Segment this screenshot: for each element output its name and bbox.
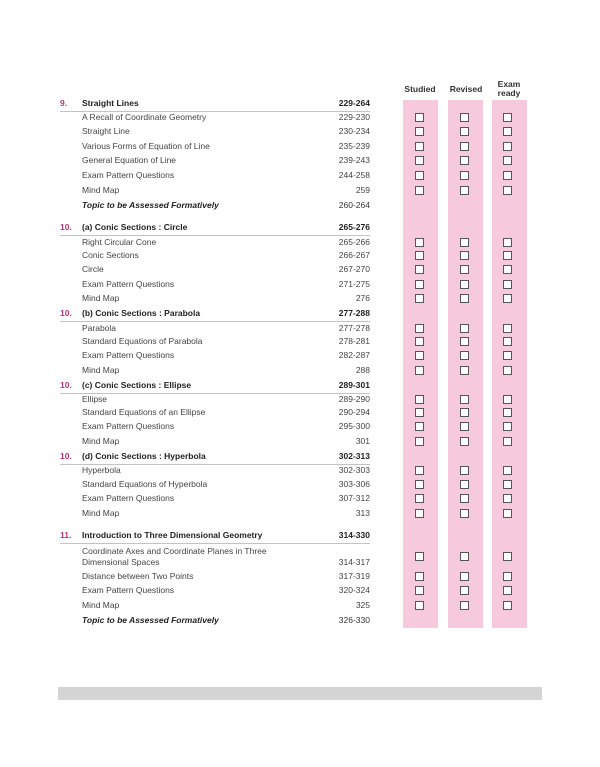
topic-title: Standard Equations of Hyperbola (82, 479, 208, 489)
studied-checkbox[interactable] (415, 408, 424, 417)
revised-checkbox[interactable] (460, 265, 469, 274)
revised-checkbox[interactable] (460, 552, 469, 561)
topic-title: Exam Pattern Questions (82, 170, 175, 180)
studied-checkbox[interactable] (415, 422, 424, 431)
chapter-number: 10. (60, 451, 72, 461)
chapter-title: (a) Conic Sections : Circle (82, 222, 188, 232)
exam-ready-checkbox[interactable] (503, 337, 512, 346)
page-range: 267-270 (338, 264, 370, 274)
topic-title: Parabola (82, 323, 117, 333)
page-range: 290-294 (338, 407, 370, 417)
exam-ready-checkbox[interactable] (503, 324, 512, 333)
page-range: 229-230 (338, 112, 370, 122)
page-range: 302-303 (338, 465, 370, 475)
chapter-row (60, 380, 370, 394)
topic-title: Mind Map (82, 600, 120, 610)
chapter-row (60, 308, 370, 322)
topic-title: Ellipse (82, 394, 108, 404)
exam-ready-checkbox[interactable] (503, 601, 512, 610)
topic-title: Mind Map (82, 365, 120, 375)
exam-ready-checkbox[interactable] (503, 238, 512, 247)
topic-title: Exam Pattern Questions (82, 350, 175, 360)
page-range: 303-306 (338, 479, 370, 489)
studied-checkbox[interactable] (415, 171, 424, 180)
revised-checkbox[interactable] (460, 395, 469, 404)
revised-checkbox[interactable] (460, 466, 469, 475)
column-header-studied: Studied (404, 84, 436, 94)
exam-ready-checkbox[interactable] (503, 280, 512, 289)
studied-checkbox[interactable] (415, 113, 424, 122)
revised-checkbox[interactable] (460, 142, 469, 151)
exam-ready-checkbox[interactable] (503, 351, 512, 360)
exam-ready-checkbox[interactable] (503, 171, 512, 180)
exam-ready-checkbox[interactable] (503, 395, 512, 404)
studied-checkbox[interactable] (415, 480, 424, 489)
page-range: 265-266 (338, 237, 370, 247)
topic-title: Mind Map (82, 508, 120, 518)
page-range: 277-288 (338, 308, 370, 318)
revised-checkbox[interactable] (460, 572, 469, 581)
topic-title: Coordinate Axes and Coordinate Planes in Three Dimensional Spaces (82, 546, 267, 567)
page-range: 277-278 (338, 323, 370, 333)
list-item (60, 336, 370, 347)
topic-row (60, 200, 370, 211)
exam-ready-checkbox[interactable] (503, 480, 512, 489)
list-item (60, 493, 370, 504)
exam-ready-checkbox[interactable] (503, 422, 512, 431)
studied-checkbox[interactable] (415, 337, 424, 346)
chapter-number: 11. (60, 530, 72, 540)
topic-title: Topic to be Assessed Formatively (82, 200, 219, 210)
chapter-row (60, 451, 370, 465)
list-item (60, 508, 370, 519)
list-item (60, 170, 370, 181)
page-range: 314-330 (338, 530, 370, 540)
studied-checkbox[interactable] (415, 238, 424, 247)
exam-ready-line1: Exam (497, 79, 521, 89)
studied-checkbox[interactable] (415, 294, 424, 303)
page-range: 260-264 (338, 200, 370, 210)
list-item (60, 323, 370, 334)
exam-ready-checkbox[interactable] (503, 572, 512, 581)
revised-checkbox[interactable] (460, 601, 469, 610)
chapter-number: 10. (60, 222, 72, 232)
revised-checkbox[interactable] (460, 586, 469, 595)
studied-checkbox[interactable] (415, 156, 424, 165)
studied-checkbox[interactable] (415, 251, 424, 260)
revised-checkbox[interactable] (460, 408, 469, 417)
exam-ready-checkbox[interactable] (503, 251, 512, 260)
studied-checkbox[interactable] (415, 601, 424, 610)
page-range: 244-258 (338, 170, 370, 180)
page-range: 282-287 (338, 350, 370, 360)
studied-checkbox[interactable] (415, 127, 424, 136)
revised-checkbox[interactable] (460, 127, 469, 136)
list-item (60, 155, 370, 166)
exam-ready-checkbox[interactable] (503, 552, 512, 561)
list-item (60, 365, 370, 376)
studied-checkbox[interactable] (415, 142, 424, 151)
page-range: 317-319 (338, 571, 370, 581)
page-range: 326-330 (338, 615, 370, 625)
exam-ready-checkbox[interactable] (503, 113, 512, 122)
page-range: 295-300 (338, 421, 370, 431)
exam-ready-checkbox[interactable] (503, 408, 512, 417)
list-item (60, 350, 370, 361)
page-range: 278-281 (338, 336, 370, 346)
exam-ready-checkbox[interactable] (503, 156, 512, 165)
list-item (60, 600, 370, 611)
topic-title: Mind Map (82, 436, 120, 446)
revised-checkbox[interactable] (460, 437, 469, 446)
column-header-exam-ready (491, 80, 527, 98)
topic-title: Hyperbola (82, 465, 121, 475)
chapter-title: (d) Conic Sections : Hyperbola (82, 451, 206, 461)
topic-row (60, 615, 370, 626)
studied-checkbox[interactable] (415, 552, 424, 561)
studied-checkbox[interactable] (415, 265, 424, 274)
chapter-title: Straight Lines (82, 98, 139, 108)
page-range: 301 (355, 436, 370, 446)
list-item (60, 185, 370, 196)
topic-title: Distance between Two Points (82, 571, 194, 581)
topic-title: Circle (82, 264, 104, 274)
revised-checkbox[interactable] (460, 171, 469, 180)
page-range: 266-267 (338, 250, 370, 260)
exam-ready-checkbox[interactable] (503, 142, 512, 151)
exam-ready-checkbox[interactable] (503, 466, 512, 475)
exam-ready-checkbox[interactable] (503, 366, 512, 375)
list-item (60, 264, 370, 275)
page-range: 313 (355, 508, 370, 518)
studied-checkbox[interactable] (415, 395, 424, 404)
topic-title: Mind Map (82, 185, 120, 195)
list-item (60, 141, 370, 152)
page-range: 288 (355, 365, 370, 375)
list-item (60, 394, 370, 405)
chapter-row (60, 98, 370, 112)
exam-ready-checkbox[interactable] (503, 437, 512, 446)
topic-title: Straight Line (82, 126, 130, 136)
topic-title: Exam Pattern Questions (82, 279, 175, 289)
list-item (60, 407, 370, 418)
chapter-row (60, 530, 370, 544)
studied-checkbox[interactable] (415, 324, 424, 333)
topic-title: Exam Pattern Questions (82, 585, 175, 595)
page-range: 271-275 (338, 279, 370, 289)
page-range: 239-243 (338, 155, 370, 165)
page-range: 276 (355, 293, 370, 303)
page-range: 259 (355, 185, 370, 195)
chapter-row (60, 222, 370, 236)
page-range: 230-234 (338, 126, 370, 136)
revised-checkbox[interactable] (460, 494, 469, 503)
chapter-number: 10. (60, 380, 72, 390)
page-range: 325 (355, 600, 370, 610)
studied-checkbox[interactable] (415, 509, 424, 518)
list-item (60, 279, 370, 290)
page-range: 289-290 (338, 394, 370, 404)
chapter-title: (b) Conic Sections : Parabola (82, 308, 201, 318)
list-item (60, 465, 370, 476)
studied-checkbox[interactable] (415, 586, 424, 595)
studied-checkbox[interactable] (415, 186, 424, 195)
list-item (60, 126, 370, 137)
revised-checkbox[interactable] (460, 337, 469, 346)
topic-title: Right Circular Cone (82, 237, 157, 247)
exam-ready-checkbox[interactable] (503, 509, 512, 518)
page-range: 314-317 (338, 557, 370, 567)
list-item (60, 479, 370, 490)
exam-ready-line2: ready (497, 88, 521, 98)
page-range: 229-264 (338, 98, 370, 108)
revised-checkbox[interactable] (460, 280, 469, 289)
list-item (60, 571, 370, 582)
revised-checkbox[interactable] (460, 156, 469, 165)
list-item (60, 585, 370, 596)
topic-title: Exam Pattern Questions (82, 493, 175, 503)
exam-ready-checkbox[interactable] (503, 265, 512, 274)
topic-title: Mind Map (82, 293, 120, 303)
topic-title: A Recall of Coordinate Geometry (82, 112, 207, 122)
chapter-title: Introduction to Three Dimensional Geometry (82, 530, 263, 540)
exam-ready-checkbox[interactable] (503, 186, 512, 195)
list-item (60, 237, 370, 248)
revised-checkbox[interactable] (460, 351, 469, 360)
exam-ready-checkbox[interactable] (503, 494, 512, 503)
exam-ready-checkbox[interactable] (503, 127, 512, 136)
exam-ready-checkbox[interactable] (503, 586, 512, 595)
topic-title: Exam Pattern Questions (82, 421, 175, 431)
page-range: 302-313 (338, 451, 370, 461)
studied-checkbox[interactable] (415, 494, 424, 503)
page-range: 320-324 (338, 585, 370, 595)
chapter-title: (c) Conic Sections : Ellipse (82, 380, 192, 390)
studied-checkbox[interactable] (415, 351, 424, 360)
topic-title: Various Forms of Equation of Line (82, 141, 210, 151)
page-range: 307-312 (338, 493, 370, 503)
list-item (60, 436, 370, 447)
page-range: 265-276 (338, 222, 370, 232)
revised-checkbox[interactable] (460, 422, 469, 431)
revised-checkbox[interactable] (460, 251, 469, 260)
studied-checkbox[interactable] (415, 572, 424, 581)
revised-checkbox[interactable] (460, 186, 469, 195)
footer-bar (58, 687, 542, 700)
list-item (60, 250, 370, 261)
revised-checkbox[interactable] (460, 366, 469, 375)
chapter-number: 9. (60, 98, 68, 108)
topic-title: Conic Sections (82, 250, 139, 260)
topic-title: Standard Equations of an Ellipse (82, 407, 206, 417)
list-item (60, 112, 370, 123)
studied-checkbox[interactable] (415, 280, 424, 289)
revised-checkbox[interactable] (460, 294, 469, 303)
topic-title: Standard Equations of Parabola (82, 336, 203, 346)
studied-checkbox[interactable] (415, 366, 424, 375)
revised-checkbox[interactable] (460, 238, 469, 247)
revised-checkbox[interactable] (460, 509, 469, 518)
list-item (60, 421, 370, 432)
topic-title: Topic to be Assessed Formatively (82, 615, 219, 625)
studied-checkbox[interactable] (415, 437, 424, 446)
list-item (60, 293, 370, 304)
page-range: 289-301 (338, 380, 370, 390)
revised-checkbox[interactable] (460, 324, 469, 333)
column-header-revised: Revised (449, 84, 483, 94)
page-range: 235-239 (338, 141, 370, 151)
topic-title: General Equation of Line (82, 155, 177, 165)
revised-checkbox[interactable] (460, 113, 469, 122)
chapter-number: 10. (60, 308, 72, 318)
list-item (60, 546, 370, 568)
studied-checkbox[interactable] (415, 466, 424, 475)
revised-checkbox[interactable] (460, 480, 469, 489)
exam-ready-checkbox[interactable] (503, 294, 512, 303)
